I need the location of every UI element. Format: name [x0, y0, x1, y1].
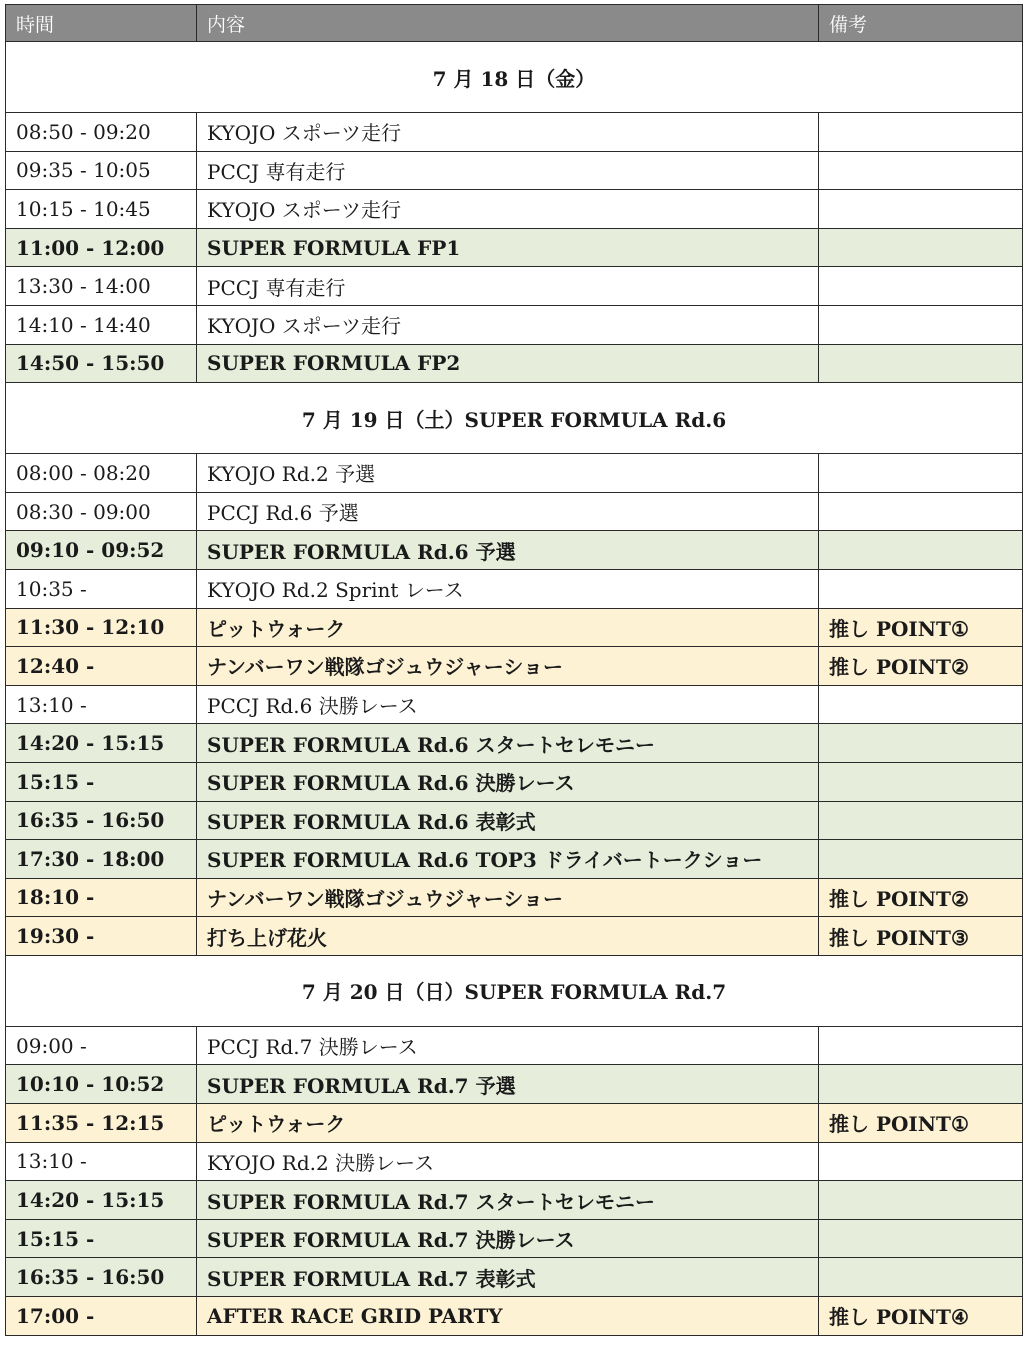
note-cell: [819, 454, 1023, 493]
table-row: [6, 267, 1023, 306]
table-row: [6, 647, 1023, 686]
content-cell: SUPER FORMULA Rd.7 決勝レース: [197, 1219, 819, 1258]
note-cell: [819, 1181, 1023, 1220]
table-row: [6, 1026, 1023, 1065]
time-cell: 15:15 -: [6, 1219, 197, 1258]
note-cell: [819, 267, 1023, 306]
time-cell: 11:35 - 12:15: [6, 1104, 197, 1143]
note-cell: [819, 685, 1023, 724]
content-cell: KYOJO スポーツ走行: [197, 113, 819, 152]
time-cell: 13:30 - 14:00: [6, 267, 197, 306]
table-row: [6, 113, 1023, 152]
table-row: [6, 492, 1023, 531]
note-cell: 推し POINT②: [819, 878, 1023, 917]
note-cell: [819, 531, 1023, 570]
table-row: [6, 878, 1023, 917]
day-header-row: [6, 955, 1023, 1026]
table-row: [6, 1297, 1023, 1336]
day-label: 7 月 18 日（金）: [6, 42, 1023, 113]
schedule-table: [5, 4, 1023, 1336]
content-cell: SUPER FORMULA Rd.6 スタートセレモニー: [197, 724, 819, 763]
note-cell: [819, 344, 1023, 383]
content-cell: SUPER FORMULA FP2: [197, 344, 819, 383]
note-cell: 推し POINT④: [819, 1297, 1023, 1336]
note-cell: [819, 190, 1023, 229]
table-header-row: [6, 5, 1023, 42]
time-cell: 10:35 -: [6, 569, 197, 608]
day-label: 7 月 20 日（日）SUPER FORMULA Rd.7: [6, 955, 1023, 1026]
table-row: [6, 1258, 1023, 1297]
table-row: [6, 228, 1023, 267]
table-row: [6, 344, 1023, 383]
time-cell: 09:00 -: [6, 1026, 197, 1065]
day-header-row: [6, 42, 1023, 113]
table-row: [6, 762, 1023, 801]
table-row: [6, 608, 1023, 647]
content-cell: SUPER FORMULA Rd.6 予選: [197, 531, 819, 570]
content-cell: SUPER FORMULA Rd.7 表彰式: [197, 1258, 819, 1297]
note-cell: 推し POINT①: [819, 1104, 1023, 1143]
table-row: [6, 454, 1023, 493]
note-cell: [819, 305, 1023, 344]
time-cell: 08:50 - 09:20: [6, 113, 197, 152]
content-cell: AFTER RACE GRID PARTY: [197, 1297, 819, 1336]
note-cell: [819, 1258, 1023, 1297]
time-cell: 13:10 -: [6, 1142, 197, 1181]
note-cell: [819, 1026, 1023, 1065]
table-row: [6, 151, 1023, 190]
content-cell: KYOJO Rd.2 Sprint レース: [197, 569, 819, 608]
time-cell: 14:20 - 15:15: [6, 724, 197, 763]
time-cell: 09:10 - 09:52: [6, 531, 197, 570]
time-cell: 16:35 - 16:50: [6, 801, 197, 840]
table-row: [6, 724, 1023, 763]
table-row: [6, 305, 1023, 344]
note-cell: 推し POINT②: [819, 647, 1023, 686]
time-cell: 11:30 - 12:10: [6, 608, 197, 647]
content-cell: SUPER FORMULA Rd.6 TOP3 ドライバートークショー: [197, 840, 819, 879]
content-cell: ナンバーワン戦隊ゴジュウジャーショー: [197, 878, 819, 917]
content-cell: ピットウォーク: [197, 608, 819, 647]
table-row: [6, 917, 1023, 956]
schedule-body: [6, 42, 1023, 1336]
table-row: [6, 1181, 1023, 1220]
note-cell: [819, 1142, 1023, 1181]
table-row: [6, 1065, 1023, 1104]
time-cell: 14:20 - 15:15: [6, 1181, 197, 1220]
time-cell: 10:15 - 10:45: [6, 190, 197, 229]
note-cell: [819, 762, 1023, 801]
table-row: [6, 569, 1023, 608]
note-cell: [819, 113, 1023, 152]
table-row: [6, 1142, 1023, 1181]
content-cell: SUPER FORMULA Rd.6 決勝レース: [197, 762, 819, 801]
time-cell: 17:00 -: [6, 1297, 197, 1336]
content-cell: PCCJ 専有走行: [197, 151, 819, 190]
content-cell: SUPER FORMULA Rd.6 表彰式: [197, 801, 819, 840]
table-row: [6, 685, 1023, 724]
day-header-row: [6, 383, 1023, 454]
note-cell: 推し POINT①: [819, 608, 1023, 647]
note-cell: [819, 724, 1023, 763]
table-row: [6, 531, 1023, 570]
content-cell: ナンバーワン戦隊ゴジュウジャーショー: [197, 647, 819, 686]
header-note: 備考: [819, 5, 1023, 42]
content-cell: KYOJO スポーツ走行: [197, 305, 819, 344]
time-cell: 16:35 - 16:50: [6, 1258, 197, 1297]
content-cell: SUPER FORMULA Rd.7 スタートセレモニー: [197, 1181, 819, 1220]
content-cell: PCCJ 専有走行: [197, 267, 819, 306]
time-cell: 08:30 - 09:00: [6, 492, 197, 531]
table-row: [6, 190, 1023, 229]
time-cell: 12:40 -: [6, 647, 197, 686]
content-cell: 打ち上げ花火: [197, 917, 819, 956]
note-cell: [819, 801, 1023, 840]
time-cell: 14:50 - 15:50: [6, 344, 197, 383]
content-cell: ピットウォーク: [197, 1104, 819, 1143]
note-cell: [819, 151, 1023, 190]
time-cell: 08:00 - 08:20: [6, 454, 197, 493]
day-label: 7 月 19 日（土）SUPER FORMULA Rd.6: [6, 383, 1023, 454]
content-cell: PCCJ Rd.7 決勝レース: [197, 1026, 819, 1065]
header-content: 内容: [197, 5, 819, 42]
time-cell: 10:10 - 10:52: [6, 1065, 197, 1104]
time-cell: 18:10 -: [6, 878, 197, 917]
table-row: [6, 840, 1023, 879]
note-cell: [819, 840, 1023, 879]
note-cell: [819, 492, 1023, 531]
content-cell: PCCJ Rd.6 予選: [197, 492, 819, 531]
content-cell: KYOJO Rd.2 決勝レース: [197, 1142, 819, 1181]
note-cell: 推し POINT③: [819, 917, 1023, 956]
time-cell: 11:00 - 12:00: [6, 228, 197, 267]
table-row: [6, 1104, 1023, 1143]
time-cell: 13:10 -: [6, 685, 197, 724]
note-cell: [819, 228, 1023, 267]
time-cell: 17:30 - 18:00: [6, 840, 197, 879]
time-cell: 09:35 - 10:05: [6, 151, 197, 190]
table-row: [6, 801, 1023, 840]
time-cell: 19:30 -: [6, 917, 197, 956]
header-time: 時間: [6, 5, 197, 42]
note-cell: [819, 1219, 1023, 1258]
time-cell: 15:15 -: [6, 762, 197, 801]
table-row: [6, 1219, 1023, 1258]
content-cell: KYOJO スポーツ走行: [197, 190, 819, 229]
content-cell: KYOJO Rd.2 予選: [197, 454, 819, 493]
content-cell: SUPER FORMULA Rd.7 予選: [197, 1065, 819, 1104]
content-cell: PCCJ Rd.6 決勝レース: [197, 685, 819, 724]
content-cell: SUPER FORMULA FP1: [197, 228, 819, 267]
time-cell: 14:10 - 14:40: [6, 305, 197, 344]
note-cell: [819, 1065, 1023, 1104]
note-cell: [819, 569, 1023, 608]
